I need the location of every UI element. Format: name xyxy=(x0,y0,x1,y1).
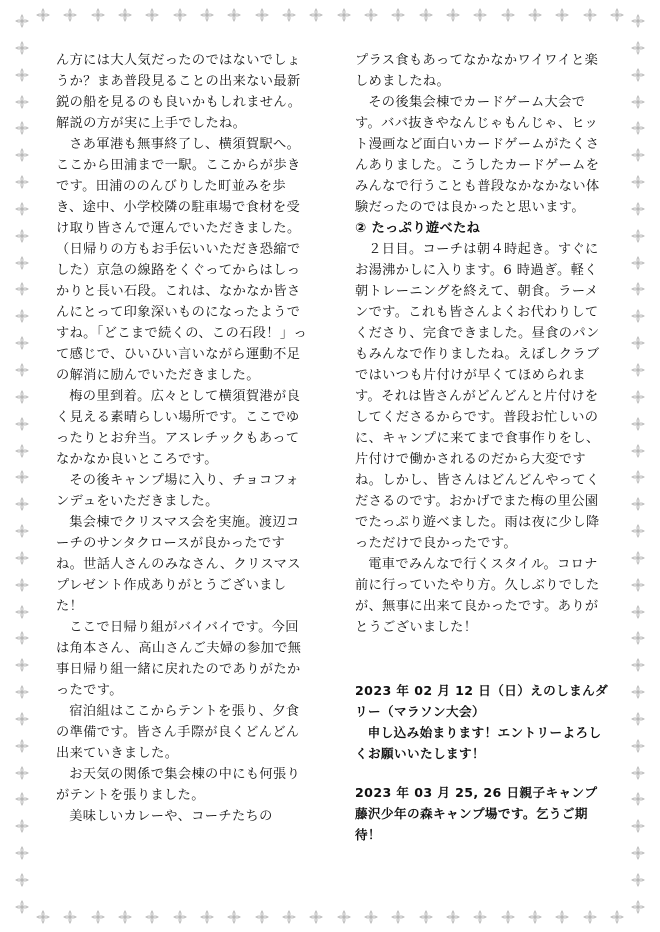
border-ornament-icon xyxy=(36,8,50,22)
border-ornament-icon xyxy=(631,846,645,860)
border-ornament-icon xyxy=(528,8,542,22)
border-ornament-icon xyxy=(15,175,29,189)
border-ornament-icon xyxy=(15,900,29,914)
border-ornament-icon xyxy=(227,8,241,22)
border-ornament-icon xyxy=(15,390,29,404)
border-ornament-icon xyxy=(631,444,645,458)
border-ornament-icon xyxy=(631,148,645,162)
border-ornament-icon xyxy=(631,390,645,404)
border-ornament-icon xyxy=(15,685,29,699)
border-ornament-icon xyxy=(631,605,645,619)
border-ornament-icon xyxy=(15,524,29,538)
announcement-marathon xyxy=(355,680,611,764)
announcement-family-camp xyxy=(355,782,611,845)
border-ornament-icon xyxy=(631,175,645,189)
paragraph: 梅の里到着。広々として横須賀港が良く見える素晴らしい場所です。ここでゆったりとお弁当。アスレチックもあってなかなか良いところです。 xyxy=(56,389,301,467)
border-ornament-icon xyxy=(15,41,29,55)
border-ornament-icon xyxy=(15,497,29,511)
paragraph: 電車でみんなで行くスタイル。コロナ前に行っていたやり方。久しぶりでしたが、無事に出来て良かったです。ありがとうございました！ xyxy=(355,557,600,635)
border-ornament-icon xyxy=(15,631,29,645)
paragraph: その後集会棟でカードゲーム大会です。ババ抜きやなんじゃもんじゃ、ヒット漫画など面白いカードゲームがたくさんありました。こうしたカードゲームをみんなで行うことも普段なかなかない体験だったのでは良かったと思います。 xyxy=(355,95,600,215)
border-ornament-icon xyxy=(391,8,405,22)
border-ornament-icon xyxy=(337,910,351,924)
border-ornament-icon xyxy=(15,766,29,780)
border-ornament-icon xyxy=(15,819,29,833)
border-ornament-icon xyxy=(419,910,433,924)
paragraph: ここで日帰り組がバイバイです。今回は角本さん、高山さんご夫婦の参加で無事日帰り組一緒に戻れたのでありがたかったです。 xyxy=(56,620,302,698)
border-ornament-icon xyxy=(473,8,487,22)
border-ornament-icon xyxy=(15,792,29,806)
paragraph: さあ軍港も無事終了し、横須賀駅へ。ここから田浦まで一駅。ここからが歩きです。田浦ののんびりした町並みを歩き、途中、小学校隣の駐車場で食材を受け取り皆さんで運んでいただきました。（日帰りの方もお手伝いいただき恐縮でした）京急の線路をくぐってからはしっかりと長い石段。これは、なかなか皆さんにとって印象深いものになったようですね。「どこまで続くの、この石段！」って感じで、ひいひい言いながら運動不足の解消に励んでいただきました。 xyxy=(56,137,308,383)
border-ornament-icon xyxy=(631,41,645,55)
border-ornament-icon xyxy=(364,8,378,22)
border-ornament-icon xyxy=(631,256,645,270)
border-ornament-icon xyxy=(631,229,645,243)
border-ornament-icon xyxy=(145,910,159,924)
border-ornament-icon xyxy=(631,14,645,28)
announcement-date-line: 2023 年 02 月 12 日（日）えのしまんダリー（マラソン大会） xyxy=(355,683,609,719)
border-ornament-icon xyxy=(173,910,187,924)
border-ornament-icon xyxy=(255,910,269,924)
border-ornament-icon xyxy=(15,14,29,28)
border-ornament-icon xyxy=(282,910,296,924)
border-ornament-icon xyxy=(391,910,405,924)
border-ornament-icon xyxy=(15,121,29,135)
paragraph: 宿泊組はここからテントを張り、夕食の準備です。皆さん手際が良くどんどん出来ていきました。 xyxy=(56,704,300,761)
border-ornament-icon xyxy=(631,497,645,511)
border-ornament-icon xyxy=(15,229,29,243)
border-ornament-icon xyxy=(145,8,159,22)
border-ornament-icon xyxy=(631,282,645,296)
border-ornament-icon xyxy=(15,658,29,672)
border-ornament-icon xyxy=(631,819,645,833)
left-text-column xyxy=(56,50,312,827)
paragraph: 美味しいカレーや、コーチたちの xyxy=(69,809,273,824)
border-ornament-icon xyxy=(15,846,29,860)
border-ornament-icon xyxy=(15,578,29,592)
border-ornament-icon xyxy=(15,282,29,296)
border-ornament-icon xyxy=(528,910,542,924)
announcement-body: 申し込み始まります！エントリーよろしくお願いいたします！ xyxy=(355,725,602,761)
decorative-border-left xyxy=(12,14,32,914)
paragraph: お天気の関係で集会棟の中にも何張りがテントを張りました。 xyxy=(56,767,301,803)
border-ornament-icon xyxy=(631,792,645,806)
border-ornament-icon xyxy=(15,470,29,484)
border-ornament-icon xyxy=(501,910,515,924)
decorative-border-bottom xyxy=(36,908,624,926)
border-ornament-icon xyxy=(15,68,29,82)
border-ornament-icon xyxy=(631,336,645,350)
border-ornament-icon xyxy=(473,910,487,924)
border-ornament-icon xyxy=(631,470,645,484)
border-ornament-icon xyxy=(118,910,132,924)
border-ornament-icon xyxy=(583,910,597,924)
border-ornament-icon xyxy=(555,910,569,924)
border-ornament-icon xyxy=(631,631,645,645)
border-ornament-icon xyxy=(446,8,460,22)
border-ornament-icon xyxy=(282,8,296,22)
border-ornament-icon xyxy=(309,910,323,924)
announcement-body: 藤沢少年の森キャンプ場です。乞うご期待！ xyxy=(355,806,588,842)
border-ornament-icon xyxy=(255,8,269,22)
border-ornament-icon xyxy=(631,658,645,672)
border-ornament-icon xyxy=(15,417,29,431)
border-ornament-icon xyxy=(631,900,645,914)
border-ornament-icon xyxy=(15,256,29,270)
border-ornament-icon xyxy=(200,8,214,22)
border-ornament-icon xyxy=(631,121,645,135)
paragraph: ん方には大人気だったのではないでしょうか？まあ普段見ることの出来ない最新鋭の船を見るのも良いかもしれません。解説の方が実に上手でしたね。 xyxy=(56,53,302,131)
border-ornament-icon xyxy=(364,910,378,924)
border-ornament-icon xyxy=(63,910,77,924)
border-ornament-icon xyxy=(15,605,29,619)
border-ornament-icon xyxy=(610,910,624,924)
border-ornament-icon xyxy=(631,873,645,887)
decorative-border-right xyxy=(628,14,648,914)
border-ornament-icon xyxy=(15,712,29,726)
border-ornament-icon xyxy=(309,8,323,22)
border-ornament-icon xyxy=(15,363,29,377)
paragraph: ２日目。コーチは朝４時起き。すぐにお湯沸かしに入ります。6 時過ぎ。軽く朝トレーニングを終えて、朝食。ラーメンです。これも皆さんよくお代わりしてくださり、完食できました。昼食のパンもみんなで作りましたね。えぼしクラブではいつも片付けが早くてほめられます。それは皆さんがどんどんと片付けをしてくださるからです。普段お忙しいのに、キャンプに来てまで食事作りをし、片付けで働かされるのだから大変ですね。しかし、皆さんはどんどんやってくださるのです。おかげでまた梅の里公園でたっぷり遊べました。雨は夜に少し降っただけで良かったです。 xyxy=(355,242,600,551)
border-ornament-icon xyxy=(173,8,187,22)
border-ornament-icon xyxy=(583,8,597,22)
border-ornament-icon xyxy=(631,766,645,780)
border-ornament-icon xyxy=(227,910,241,924)
border-ornament-icon xyxy=(610,8,624,22)
right-text-column xyxy=(355,50,611,845)
border-ornament-icon xyxy=(631,309,645,323)
border-ornament-icon xyxy=(631,363,645,377)
paragraph: 集会棟でクリスマス会を実施。渡辺コーチのサンタクロースが良かったですね。世話人さんのみなさん、クリスマスプレゼント作成ありがとうございました！ xyxy=(56,515,301,614)
announcement-date-line: 2023 年 03 月 25, 26 日親子キャンプ xyxy=(355,785,598,800)
border-ornament-icon xyxy=(631,739,645,753)
border-ornament-icon xyxy=(15,148,29,162)
border-ornament-icon xyxy=(631,524,645,538)
paragraph: プラス食もあってなかなかワイワイと楽しめましたね。 xyxy=(355,53,599,89)
border-ornament-icon xyxy=(200,910,214,924)
border-ornament-icon xyxy=(631,578,645,592)
decorative-border-top xyxy=(36,6,624,24)
border-ornament-icon xyxy=(36,910,50,924)
border-ornament-icon xyxy=(15,551,29,565)
border-ornament-icon xyxy=(631,551,645,565)
border-ornament-icon xyxy=(631,95,645,109)
border-ornament-icon xyxy=(15,95,29,109)
border-ornament-icon xyxy=(446,910,460,924)
border-ornament-icon xyxy=(91,910,105,924)
border-ornament-icon xyxy=(631,202,645,216)
paragraph: その後キャンプ場に入り、チョコフォンデュをいただきました。 xyxy=(56,473,300,509)
border-ornament-icon xyxy=(631,685,645,699)
border-ornament-icon xyxy=(501,8,515,22)
border-ornament-icon xyxy=(118,8,132,22)
border-ornament-icon xyxy=(15,202,29,216)
border-ornament-icon xyxy=(15,309,29,323)
border-ornament-icon xyxy=(631,417,645,431)
border-ornament-icon xyxy=(631,712,645,726)
border-ornament-icon xyxy=(555,8,569,22)
border-ornament-icon xyxy=(631,68,645,82)
border-ornament-icon xyxy=(15,739,29,753)
border-ornament-icon xyxy=(337,8,351,22)
border-ornament-icon xyxy=(419,8,433,22)
section-heading: ② たっぷり遊べたね xyxy=(355,221,481,236)
border-ornament-icon xyxy=(91,8,105,22)
border-ornament-icon xyxy=(15,444,29,458)
border-ornament-icon xyxy=(63,8,77,22)
border-ornament-icon xyxy=(15,873,29,887)
border-ornament-icon xyxy=(15,336,29,350)
